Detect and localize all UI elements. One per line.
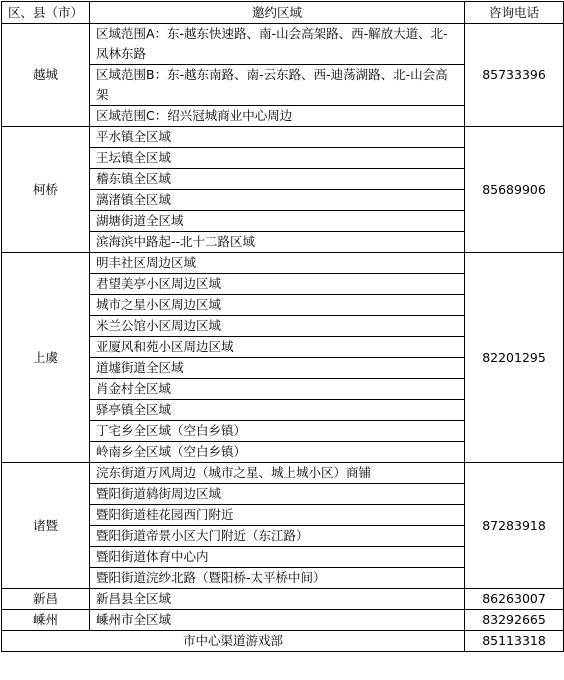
- header-area: 邀约区域: [90, 2, 465, 24]
- region-cell: 上虞: [2, 253, 90, 463]
- phone-cell: 87283918: [465, 463, 564, 589]
- area-cell: 暨阳街道桂花园西门附近: [90, 505, 465, 526]
- area-cell: 平水镇全区域: [90, 127, 465, 148]
- header-region: 区、县（市）: [2, 2, 90, 24]
- area-cell: 亚厦风和苑小区周边区域: [90, 337, 465, 358]
- area-cell: 米兰公馆小区周边区域: [90, 316, 465, 337]
- table-row: [2, 610, 564, 631]
- region-cell: 诸暨: [2, 463, 90, 589]
- table-row: [2, 253, 564, 274]
- area-cell: 城市之星小区周边区域: [90, 295, 465, 316]
- area-cell: 滨海滨中路起--北十二路区域: [90, 232, 465, 253]
- area-cell: 暨阳街道帝景小区大门附近（东江路）: [90, 526, 465, 547]
- phone-cell: 85689906: [465, 127, 564, 253]
- table-row: [2, 127, 564, 148]
- area-cell: 湖塘街道全区域: [90, 211, 465, 232]
- area-cell: 漓渚镇全区域: [90, 190, 465, 211]
- footer-row: [2, 631, 564, 652]
- area-cell: 暨阳街道鸫街周边区域: [90, 484, 465, 505]
- area-contact-table: [1, 1, 564, 652]
- area-cell: 稽东镇全区域: [90, 169, 465, 190]
- phone-cell: 85733396: [465, 24, 564, 127]
- area-cell: 嵊州市全区域: [90, 610, 465, 631]
- phone-cell: 86263007: [465, 589, 564, 610]
- area-cell: 王坛镇全区域: [90, 148, 465, 169]
- footer-phone: 85113318: [465, 631, 564, 652]
- area-cell: 肖金村全区域: [90, 379, 465, 400]
- area-cell: 驿亭镇全区域: [90, 400, 465, 421]
- header-row: [2, 2, 564, 24]
- phone-cell: 82201295: [465, 253, 564, 463]
- area-cell: 暨阳街道浣纱北路（暨阳桥-太平桥中间）: [90, 568, 465, 589]
- area-cell: 明丰社区周边区域: [90, 253, 465, 274]
- area-cell: 区域范围A：东-越东快速路、南-山会高架路、西-解放大道、北-凤林东路: [90, 24, 465, 65]
- phone-cell: 83292665: [465, 610, 564, 631]
- footer-label: 市中心渠道游戏部: [2, 631, 465, 652]
- area-cell: 新昌县全区域: [90, 589, 465, 610]
- table-row: [2, 589, 564, 610]
- area-cell: 君望美亭小区周边区域: [90, 274, 465, 295]
- table-row: [2, 24, 564, 65]
- region-cell: 嵊州: [2, 610, 90, 631]
- area-cell: 道墟街道全区域: [90, 358, 465, 379]
- area-cell: 丁宅乡全区域（空白乡镇）: [90, 421, 465, 442]
- region-cell: 柯桥: [2, 127, 90, 253]
- area-cell: 区域范围B：东-越东南路、南-云东路、西-迪荡湖路、北-山会高架: [90, 65, 465, 106]
- region-cell: 新昌: [2, 589, 90, 610]
- area-cell: 浣东街道万风周边（城市之星、城上城小区）商铺: [90, 463, 465, 484]
- header-phone: 咨询电话: [465, 2, 564, 24]
- region-cell: 越城: [2, 24, 90, 127]
- area-cell: 岭南乡全区域（空白乡镇）: [90, 442, 465, 463]
- area-cell: 暨阳街道体育中心内: [90, 547, 465, 568]
- table-row: [2, 463, 564, 484]
- area-cell: 区域范围C：绍兴冠城商业中心周边: [90, 106, 465, 127]
